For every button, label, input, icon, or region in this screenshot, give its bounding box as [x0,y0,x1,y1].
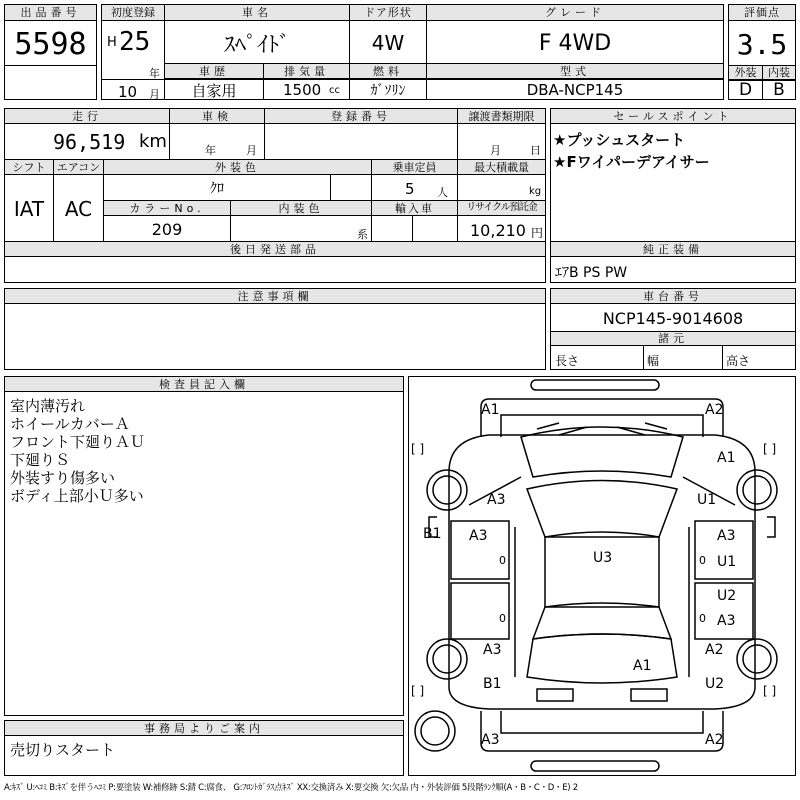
chassis-box [550,288,796,370]
office-box [4,720,404,776]
inspector-line: ホイールカバーＡ [10,415,130,433]
model-name: ｽﾍﾟｲﾄﾞ [223,32,290,58]
zero-mark: 0 [499,554,506,567]
grade-label: グレード [427,5,723,21]
mileage-label: 走行 [5,109,169,124]
length-label: 長さ [555,354,580,368]
zero-mark: 0 [499,612,506,625]
sales-point-2: ★Fワイパーデアイサー [553,153,710,171]
ac-label: エアコン [54,160,103,175]
type-label: 型式 [427,64,723,79]
damage-mark: A2 [705,732,724,748]
inspector-line: ボディ上部小Ｕ多い [10,487,144,505]
displacement: 1500 [283,81,322,99]
damage-mark: A3 [483,642,502,658]
damage-mark: A3 [487,492,506,508]
year-unit: 年 [149,67,160,80]
notes-box [4,288,546,370]
damage-mark: A3 [717,613,736,629]
inspector-label: 検査員記入欄 [5,377,403,392]
interior-label: 内装 [763,66,795,80]
ac: AC [64,197,93,221]
inspector-line: 外装すり傷多い [10,469,116,487]
transfer-day-unit: 日 [530,144,541,157]
inspector-line: 室内薄汚れ [10,397,86,415]
capacity: 5 [405,180,415,198]
damage-diagram [408,376,796,776]
fuel-label: 燃料 [350,64,426,79]
legend: A:ｷｽﾞ U:ﾍｺﾐ B:ｷｽﾞを伴うﾍｺﾐ P:要塗装 W:補修跡 S:錆 C:腐食、 G:ﾌﾛﾝﾄｶﾞﾗｽ点ｷｽﾞ XX:交換済み X:要交換 欠:欠品 内・外装評価 5段階ﾗﾝｸ順(A・B・C・D・E) 2 [4,783,578,793]
month-unit: 月 [149,88,160,101]
first-reg-label: 初度登録 [102,5,164,21]
lot-number: 5598 [14,26,87,62]
history-label: 車歴 [165,64,263,79]
inspector-box [4,376,404,716]
sales-point-1: ★プッシュスタート [553,131,686,149]
car-outline [409,377,795,775]
capacity-unit: 人 [437,186,448,199]
damage-mark: A2 [705,402,724,418]
inspection-label: 車検 [170,109,264,124]
capacity-label: 乗車定員 [372,160,457,175]
displacement-unit: cc [329,85,340,96]
later-parts-box [4,241,546,283]
interior-color-label: 内装色 [231,201,371,216]
fuel: ｶﾞｿﾘﾝ [370,83,406,99]
equipment-label: 純正装備 [551,242,795,257]
exterior-label: 外装 [729,66,762,80]
lot-label: 出品番号 [5,5,96,21]
damage-mark: U3 [593,550,613,566]
inspector-line: フロント下廻りＡＵ [10,433,146,451]
office-text: 売切りスタート [10,741,116,759]
exterior-score: D [738,80,753,100]
damage-mark: A3 [481,732,500,748]
score-label: 評価点 [729,5,795,21]
exterior-color: ｸﾛ [210,181,224,197]
shift-label: シフト [5,160,53,175]
inspection-year-unit: 年 [205,144,216,157]
zero-mark: 0 [699,554,706,567]
door-label: ドア形状 [350,5,426,21]
damage-mark: U1 [697,492,717,508]
mileage-unit: km [139,131,167,152]
bracket-marker: [ ] [763,442,777,456]
recycle-fee: 10,210 [470,221,526,240]
recycle-unit: 円 [531,226,544,240]
shift: IAT [13,197,45,221]
inspector-line: 下廻りＳ [10,451,71,469]
model-type: DBA-NCP145 [526,81,624,99]
displacement-label: 排気量 [264,64,349,79]
bracket-marker: [ ] [411,684,425,698]
damage-mark: A3 [717,528,736,544]
width-label: 幅 [647,354,660,368]
lot-box [4,4,97,100]
notes-label: 注意事項欄 [5,289,545,304]
first-reg-box [101,4,165,100]
chassis-label: 車台番号 [551,289,795,304]
damage-mark: U2 [717,588,737,604]
equipment-value: ｴｱB PS PW [555,265,628,281]
inspector-notes [10,397,145,505]
exterior-color-label: 外装色 [104,160,371,175]
bracket-marker: [ ] [411,442,425,456]
detail-box [4,108,546,242]
score-box [728,4,796,100]
model-label: 車名 [165,5,349,21]
grade: F 4WD [538,30,612,56]
interior-score: B [773,80,785,100]
bracket-marker: [ ] [763,684,777,698]
damage-mark: A3 [469,528,488,544]
sales-box [550,108,796,242]
office-label: 事務局よりご案内 [5,721,403,736]
inspection-month-unit: 月 [246,144,257,157]
spec-box [164,4,724,100]
recycle-label: リサイクル預託金 [458,201,545,216]
color-no: 209 [151,219,183,239]
dims-label: 諸元 [551,332,795,346]
transfer-month-unit: 月 [490,144,501,157]
mileage: 96,519 [53,130,126,154]
load-unit: kg [529,186,542,197]
later-parts-label: 後日発送部品 [5,242,545,257]
load-label: 最大積載量 [458,160,545,175]
transfer-label: 譲渡書類期限 [458,109,545,124]
color-no-label: カラーNo. [104,201,230,216]
damage-mark: U1 [717,554,737,570]
reg-year: 25 [119,27,151,57]
equipment-box [550,241,796,283]
damage-mark: A1 [717,450,736,466]
damage-mark: U2 [705,676,725,692]
sales-label: セールスポイント [551,109,795,124]
damage-mark: A2 [705,642,724,658]
plate-label: 登録番号 [265,109,457,124]
height-label: 高さ [726,354,751,368]
chassis-number: NCP145-9014608 [602,308,744,328]
score: 3.5 [736,27,788,61]
door-type: 4W [371,31,405,55]
era: H [107,35,117,50]
import-label: 輸入車 [372,201,457,216]
history: 自家用 [191,81,237,100]
reg-month: 10 [118,83,138,101]
damage-mark: A1 [633,658,652,674]
zero-mark: 0 [699,612,706,625]
damage-mark: B1 [423,526,442,542]
damage-mark: B1 [483,676,502,692]
interior-color-unit: 系 [357,228,368,241]
damage-mark: A1 [481,402,500,418]
